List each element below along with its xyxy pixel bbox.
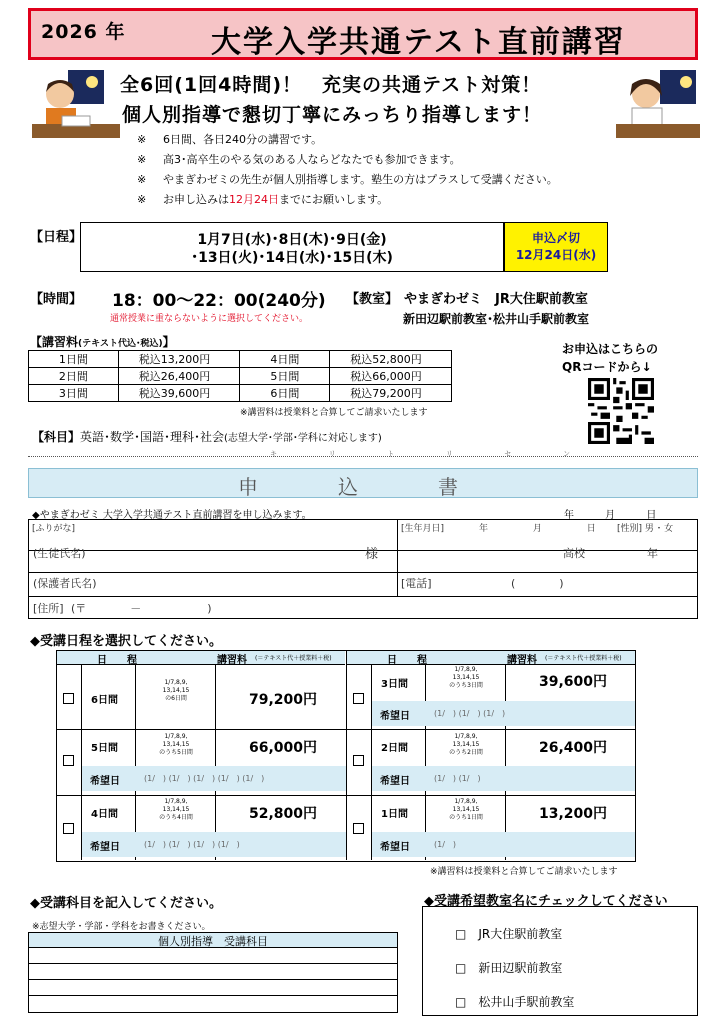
cut-char: ン [562,450,570,458]
deadline-box [504,222,608,272]
address-label: [住所] [33,602,64,615]
divider [135,665,136,860]
preferred-label: 希望日 [90,842,120,853]
room-section-title: ◆受講希望教室名にチェックしてください [424,894,668,909]
student-right-illustration [616,70,700,150]
fee-days: 2日間 [29,368,119,385]
room-line-1: やまぎわゼミ JR大住駅前教室 [404,292,588,307]
fee-days: 5日間 [240,368,330,385]
phone-field[interactable]: ( ) [511,577,564,590]
divider [371,665,372,860]
dates-line: 1/7,8,9, [164,798,188,805]
deadline-highlight: 12月24日 [229,193,279,206]
divider [425,665,426,860]
schedule-line-2: ･13日(火)･14日(水)･15日(木) [191,250,393,266]
preferred-label: 希望日 [380,776,410,787]
dates-line: 1/7,8,9, [164,733,188,740]
subject-section-title: ◆受講科目を記入してください。 [30,896,222,911]
room-option-shintanabe[interactable]: □ 新田辺駅前教室 [455,961,563,975]
course-section-title: ◆受講日程を選択してください。 [30,634,222,649]
lead-line-2: 個人別指導で懇切丁寧にみっちり指導します！ [122,104,543,126]
fee-price: 税込52,800円 [330,351,452,368]
course-grid [56,650,636,862]
header-days: 日 程 [387,655,427,666]
preferred-slots[interactable]: (1/ ) (1/ ) (1/ ) (1/ ) [144,840,240,849]
course-days: 5日間 [91,743,118,754]
student-name-field[interactable]: (生徒氏名) [33,547,86,560]
subject-note: ※志望大学・学部・学科をお書きください。 [32,922,211,932]
birth-units: 年 月 日 [479,524,596,534]
student-left-illustration [32,70,122,150]
divider [346,651,347,860]
subject-table [28,932,398,1013]
dates-line: 1/7,8,9, [454,733,478,740]
room-option-oosumi[interactable]: □ JR大住駅前教室 [455,927,563,941]
dates-line: 1/7,8,9, [454,798,478,805]
preferred-label: 希望日 [90,776,120,787]
dates-line: のうち4日間 [159,814,193,821]
fee-price: 税込66,000円 [330,368,452,385]
room-line-2: 新田辺駅前教室･松井山手駅前教室 [403,312,590,326]
dates-line: のうち1日間 [449,814,483,821]
table-row [29,368,452,385]
subject-input-row[interactable] [29,980,397,996]
dates-line: 13,14,15 [162,687,190,694]
note-mark: ※ [137,133,147,146]
fee-price: 税込79,200円 [330,385,452,402]
header-fee: 講習料 [507,655,537,666]
note-mark: ※ [137,173,147,186]
preferred-days-row [372,766,635,791]
preferred-days-row [372,832,635,857]
course-dates [433,666,499,690]
subjects-line [32,428,382,445]
schedule-box [80,222,504,272]
dates-line: 13,14,15 [452,741,480,748]
four-day-checkbox[interactable] [63,823,74,834]
course-days: 4日間 [91,809,118,820]
schedule-line-1: 1月7日(水)･8日(木)･9日(金) [197,232,387,248]
note-item [137,190,558,210]
course-price: 52,800円 [249,806,318,822]
header-fee-note: (＝テキスト代＋授業料＋税) [255,655,332,662]
application-form [28,519,698,619]
note-item [137,150,558,170]
subject-input-row[interactable] [29,948,397,964]
cut-char: リ [328,450,336,458]
subject-input-row[interactable] [29,964,397,980]
form-date: 年 月 日 [564,510,657,521]
fee-days: 1日間 [29,351,119,368]
fee-price: 税込39,600円 [118,385,240,402]
note-item [137,130,558,150]
parent-name-field[interactable]: (保護者氏名) [33,577,97,590]
preferred-slots[interactable]: (1/ ) (1/ ) [434,774,481,783]
furigana-label: [ふりがな] [32,524,76,534]
subject-input-row[interactable] [29,996,397,1012]
dates-line: 13,14,15 [452,674,480,681]
cut-char: リ [445,450,453,458]
divider [29,550,697,551]
subjects-label: 【科目】 [32,430,81,444]
deadline-date: 12月24日(水) [515,248,597,262]
course-price: 66,000円 [249,740,318,756]
preferred-label: 希望日 [380,842,410,853]
course-dates [433,733,499,757]
cut-line-label [270,449,570,459]
three-day-checkbox[interactable] [353,693,364,704]
grid-header-right [347,651,635,665]
five-day-checkbox[interactable] [63,755,74,766]
time-value: 18：00～22：00(240分) [112,291,326,311]
course-dates [145,679,207,703]
dates-line: のうち3日間 [449,682,483,689]
divider [215,665,216,860]
course-dates [145,798,207,822]
note-text: までにお願いします。 [279,193,389,206]
preferred-slots[interactable]: (1/ ) (1/ ) (1/ ) (1/ ) (1/ ) [144,774,265,783]
course-price: 79,200円 [249,692,318,708]
dates-line: 1/7,8,9, [454,666,478,673]
course-dates [433,798,499,822]
time-label: 【時間】 [30,292,83,307]
school-field[interactable]: 高校 [563,547,585,560]
course-price: 26,400円 [539,740,608,756]
fee-days: 3日間 [29,385,119,402]
time-note: 通常授業に重ならないように選択してください。 [110,314,309,324]
qr-code-icon[interactable] [586,378,656,444]
course-days: 6日間 [91,695,118,706]
schedule-label: 【日程】 [30,230,83,245]
gender-label[interactable]: [性別] 男 ･ 女 [617,524,674,534]
fee-label-main: 【講習料 [30,335,79,349]
fee-label-small: (テキスト代込･税込) [78,339,163,349]
note-item [137,170,558,190]
course-days: 1日間 [381,809,408,820]
divider [397,520,398,596]
fee-price: 税込26,400円 [118,368,240,385]
address-field[interactable]: (〒 － ) [71,602,212,615]
note-text: 高3･高卒生のやる気のある人ならどなたでも参加できます。 [163,153,461,166]
lead-line-1: 全6回(1回4時間)！ 充実の共通テスト対策！ [120,74,542,96]
form-intro: ◆やまぎわゼミ 大学入学共通テスト直前講習を申し込みます。 [32,510,312,521]
six-day-checkbox[interactable] [63,693,74,704]
title-banner [28,8,698,60]
notes-list [137,130,558,210]
dates-line: 13,14,15 [162,741,190,748]
year-label: 2026 年 [41,21,126,43]
two-day-checkbox[interactable] [353,755,364,766]
cut-char: ト [387,450,395,458]
header-fee-note: (＝テキスト代＋授業料＋税) [545,655,622,662]
dates-line: のうち5日間 [159,749,193,756]
divider [81,665,82,860]
course-days: 3日間 [381,679,408,690]
note-text: お申し込みは [163,193,229,206]
header-fee: 講習料 [217,655,247,666]
fee-label [30,333,175,350]
course-note: ※講習料は授業料と合算してご請求いたします [430,867,618,877]
note-mark: ※ [137,153,147,166]
note-mark: ※ [137,193,147,206]
fee-note: ※講習料は授業料と合算してご請求いたします [240,408,428,418]
divider [29,572,697,573]
qr-caption-line-1: お申込はこちらの [562,342,659,356]
deadline-label: 申込〆切 [531,231,580,245]
room-option-matsuiyamate[interactable]: □ 松井山手駅前教室 [455,995,575,1009]
course-price: 39,600円 [539,674,608,690]
note-text: やまぎわゼミの先生が個人別指導します。塾生の方はプラスして受講ください。 [163,173,558,186]
subject-table-header: 個人別指導 受講科目 [29,933,397,948]
qr-caption-line-2: QRコードから↓ [562,360,652,374]
dates-line: のうち2日間 [449,749,483,756]
grid-header-left [57,651,345,665]
course-price: 13,200円 [539,806,608,822]
qr-caption [562,340,658,376]
form-title: 申 込 書 [28,468,698,498]
dates-line: 13,14,15 [452,806,480,813]
preferred-days-row [82,832,346,857]
room-label: 【教室】 [346,292,399,307]
dates-line: の6日間 [165,695,187,702]
honorific-label: 様 [365,547,379,562]
preferred-days-row [82,766,346,791]
room-options [422,906,698,1016]
fee-days: 6日間 [240,385,330,402]
preferred-slots[interactable]: (1/ ) [434,840,457,849]
divider [57,795,635,796]
fee-price: 税込13,200円 [118,351,240,368]
fee-label-end: 】 [162,335,175,349]
dates-line: 1/7,8,9, [164,679,188,686]
fee-table [28,350,452,402]
course-days: 2日間 [381,743,408,754]
divider [29,596,697,597]
header-days: 日 程 [97,655,137,666]
course-dates [145,733,207,757]
birth-label: [生年月日] [401,524,445,534]
divider [57,729,635,730]
table-row [29,385,452,402]
preferred-slots[interactable]: (1/ ) (1/ ) (1/ ) [434,709,506,718]
cut-char: セ [504,450,512,458]
page-title: 大学入学共通テスト直前講習 [211,25,626,60]
fee-days: 4日間 [240,351,330,368]
cut-char: キ [270,450,277,458]
preferred-days-row [372,701,635,726]
preferred-label: 希望日 [380,711,410,722]
dates-line: 13,14,15 [162,806,190,813]
divider [505,665,506,860]
one-day-checkbox[interactable] [353,823,364,834]
subjects-text: 英語･数学･国語･理科･社会 [80,430,225,444]
cut-line [28,456,698,457]
grade-field[interactable]: 年 [647,547,658,560]
note-text: 6日間、各日240分の講習です。 [163,133,323,146]
subjects-note: (志望大学･学部･学科に対応します) [224,433,382,444]
table-row [29,351,452,368]
phone-label: [電話] [401,577,432,590]
